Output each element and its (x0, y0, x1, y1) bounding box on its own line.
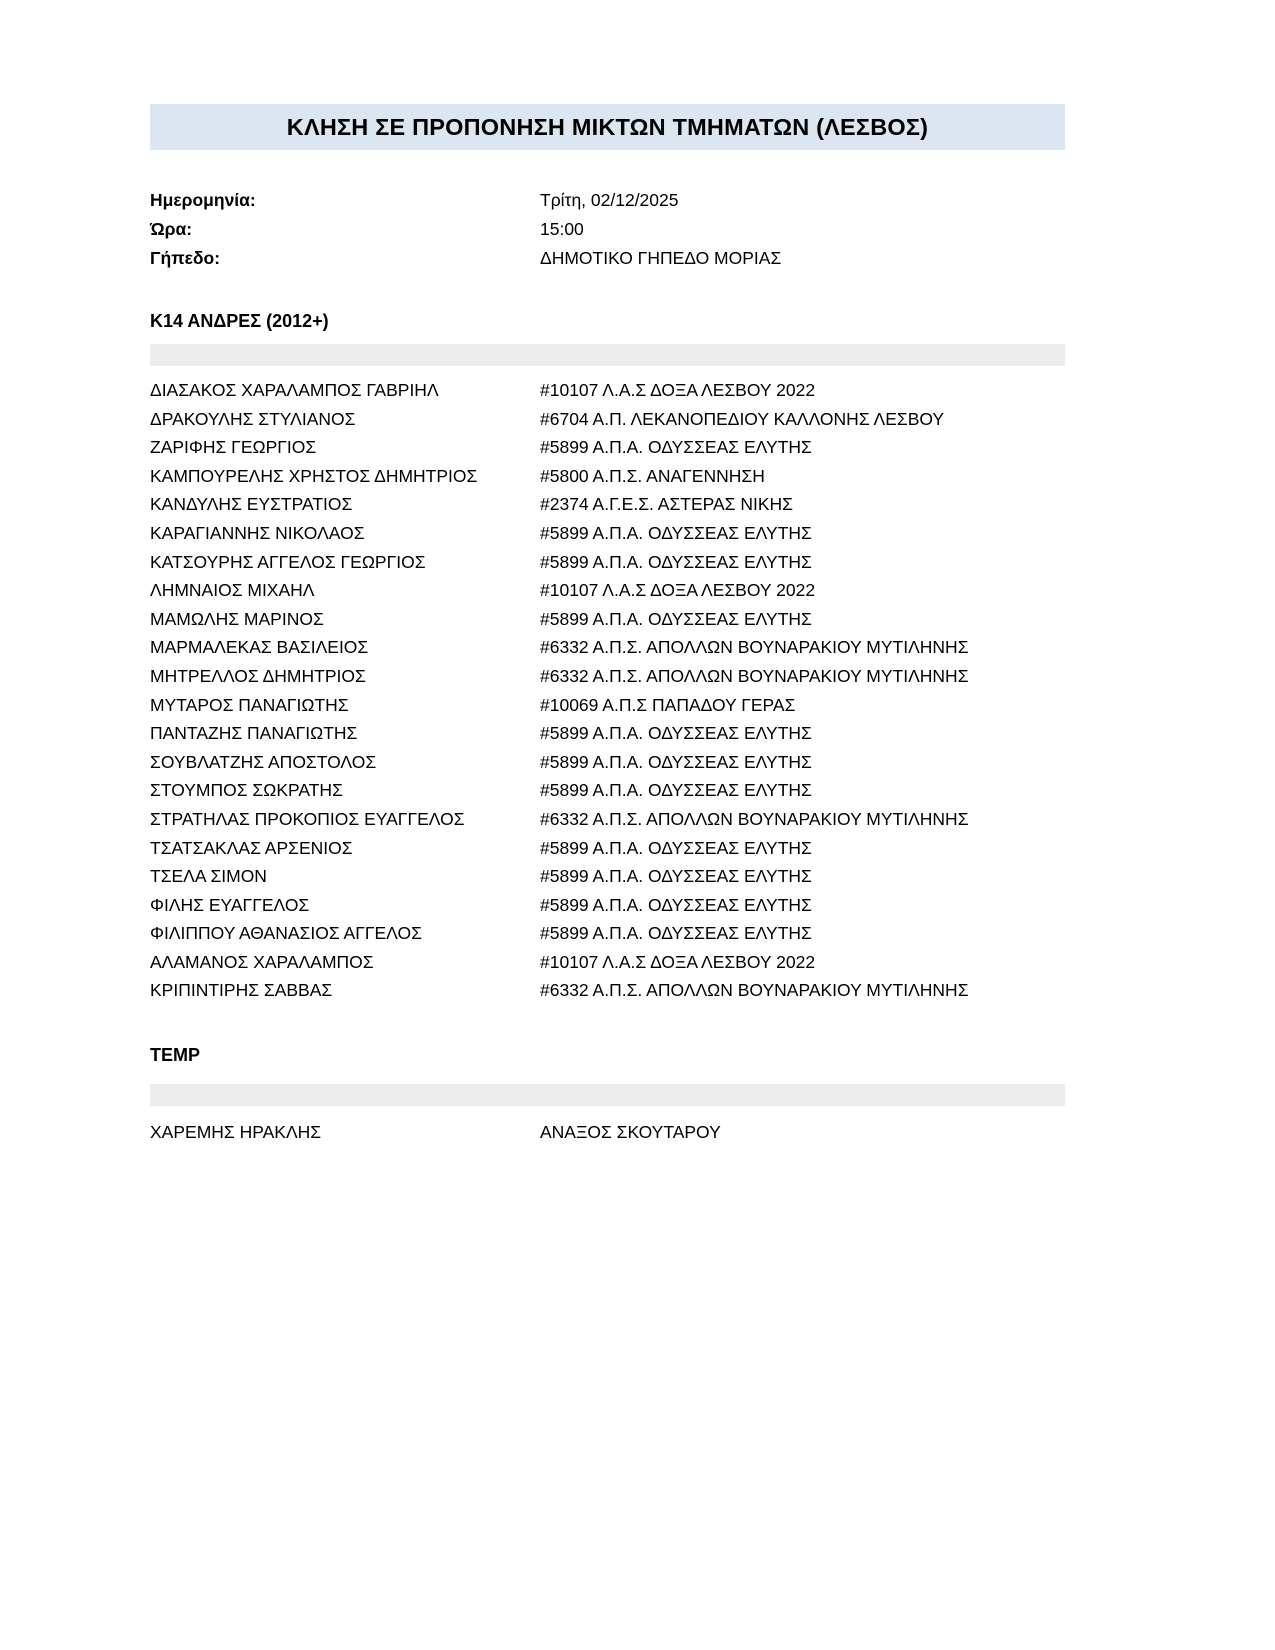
player-name: ΔΡΑΚΟΥΛΗΣ ΣΤΥΛΙΑΝΟΣ (150, 408, 356, 429)
player-name: ΣΟΥΒΛΑΤΖΗΣ ΑΠΟΣΤΟΛΟΣ (150, 751, 377, 772)
meta-row-time (150, 219, 1065, 248)
section-header-band (150, 344, 1065, 366)
player-club: #5899 Α.Π.Α. ΟΔΥΣΣΕΑΣ ΕΛΥΤΗΣ (540, 780, 812, 801)
player-club: #6704 Α.Π. ΛΕΚΑΝΟΠΕΔΙΟΥ ΚΑΛΛΟΝΗΣ ΛΕΣΒΟΥ (540, 408, 945, 429)
player-club: #10107 Λ.Α.Σ ΔΟΞΑ ΛΕΣΒΟΥ 2022 (540, 580, 816, 601)
temp-header-band (150, 1084, 1065, 1106)
player-name: ΚΑΝΔΥΛΗΣ ΕΥΣΤΡΑΤΙΟΣ (150, 494, 353, 515)
player-club: #10107 Λ.Α.Σ ΔΟΞΑ ΛΕΣΒΟΥ 2022 (540, 951, 816, 972)
player-name: ΣΤΟΥΜΠΟΣ ΣΩΚΡΑΤΗΣ (150, 780, 343, 801)
table-row (150, 952, 1065, 981)
meta-label-venue: Γήπεδο: (150, 248, 221, 268)
section-title-k14: Κ14 ΑΝΔΡΕΣ (2012+) (150, 311, 329, 331)
table-row (150, 523, 1065, 552)
table-row (150, 838, 1065, 867)
table-row (150, 895, 1065, 924)
table-row (150, 552, 1065, 581)
player-name: ΤΣΑΤΣΑΚΛΑΣ ΑΡΣΕΝΙΟΣ (150, 837, 353, 858)
table-row (150, 494, 1065, 523)
table-row (150, 980, 1065, 1009)
table-row (150, 466, 1065, 495)
table-row (150, 609, 1065, 638)
player-name: ΚΡΙΠΙΝΤΙΡΗΣ ΣΑΒΒΑΣ (150, 980, 333, 1001)
player-name: ΚΑΤΣΟΥΡΗΣ ΑΓΓΕΛΟΣ ΓΕΩΡΓΙΟΣ (150, 551, 426, 572)
table-row (150, 723, 1065, 752)
player-club: #2374 Α.Γ.Ε.Σ. ΑΣΤΕΡΑΣ ΝΙΚΗΣ (540, 494, 793, 515)
player-club: #6332 Α.Π.Σ. ΑΠΟΛΛΩΝ ΒΟΥΝΑΡΑΚΙΟΥ ΜΥΤΙΛΗΝΗΣ (540, 637, 969, 658)
player-club: #10107 Λ.Α.Σ ΔΟΞΑ ΛΕΣΒΟΥ 2022 (540, 380, 816, 400)
temp-list (150, 1122, 1065, 1151)
table-row (150, 866, 1065, 895)
table-row (150, 409, 1065, 438)
player-name: ΚΑΜΠΟΥΡΕΛΗΣ ΧΡΗΣΤΟΣ ΔΗΜΗΤΡΙΟΣ (150, 465, 478, 486)
document-title-bar (150, 104, 1065, 150)
player-club: #5899 Α.Π.Α. ΟΔΥΣΣΕΑΣ ΕΛΥΤΗΣ (540, 723, 812, 744)
roster-list (150, 380, 1065, 1009)
player-club: #5899 Α.Π.Α. ΟΔΥΣΣΕΑΣ ΕΛΥΤΗΣ (540, 866, 812, 887)
table-row (150, 923, 1065, 952)
table-row (150, 695, 1065, 724)
player-name: ΦΙΛΗΣ ΕΥΑΓΓΕΛΟΣ (150, 894, 310, 915)
player-name: ΚΑΡΑΓΙΑΝΝΗΣ ΝΙΚΟΛΑΟΣ (150, 522, 365, 543)
meta-label-time: Ώρα: (150, 219, 193, 239)
player-club: #6332 Α.Π.Σ. ΑΠΟΛΛΩΝ ΒΟΥΝΑΡΑΚΙΟΥ ΜΥΤΙΛΗΝΗΣ (540, 980, 969, 1001)
meta-value-venue: ΔΗΜΟΤΙΚΟ ΓΗΠΕΔΟ ΜΟΡΙΑΣ (540, 248, 782, 268)
player-club: #5800 Α.Π.Σ. ΑΝΑΓΕΝΝΗΣΗ (540, 465, 765, 486)
meta-block (150, 190, 1065, 277)
player-club: #5899 Α.Π.Α. ΟΔΥΣΣΕΑΣ ΕΛΥΤΗΣ (540, 522, 812, 543)
player-club: #5899 Α.Π.Α. ΟΔΥΣΣΕΑΣ ΕΛΥΤΗΣ (540, 608, 812, 629)
player-club: #5899 Α.Π.Α. ΟΔΥΣΣΕΑΣ ΕΛΥΤΗΣ (540, 837, 812, 858)
player-name: ΜΑΡΜΑΛΕΚΑΣ ΒΑΣΙΛΕΙΟΣ (150, 637, 369, 658)
table-row (150, 666, 1065, 695)
player-club: #5899 Α.Π.Α. ΟΔΥΣΣΕΑΣ ΕΛΥΤΗΣ (540, 894, 812, 915)
player-name: ΤΣΕΛΑ ΣΙΜΟΝ (150, 866, 267, 887)
player-club: #6332 Α.Π.Σ. ΑΠΟΛΛΩΝ ΒΟΥΝΑΡΑΚΙΟΥ ΜΥΤΙΛΗΝΗΣ (540, 665, 969, 686)
player-name: ΣΤΡΑΤΗΛΑΣ ΠΡΟΚΟΠΙΟΣ ΕΥΑΓΓΕΛΟΣ (150, 808, 465, 829)
player-name: ΜΑΜΩΛΗΣ ΜΑΡΙΝΟΣ (150, 608, 324, 629)
player-name: ΔΙΑΣΑΚΟΣ ΧΑΡΑΛΑΜΠΟΣ ΓΑΒΡΙΗΛ (150, 380, 439, 400)
player-name: ΦΙΛΙΠΠΟΥ ΑΘΑΝΑΣΙΟΣ ΑΓΓΕΛΟΣ (150, 923, 422, 944)
table-row (150, 752, 1065, 781)
player-name: ΜΗΤΡΕΛΛΟΣ ΔΗΜΗΤΡΙΟΣ (150, 665, 366, 686)
player-club: #5899 Α.Π.Α. ΟΔΥΣΣΕΑΣ ΕΛΥΤΗΣ (540, 437, 812, 458)
table-row (150, 380, 1065, 409)
player-club: #5899 Α.Π.Α. ΟΔΥΣΣΕΑΣ ΕΛΥΤΗΣ (540, 551, 812, 572)
document-content (150, 104, 1065, 1151)
player-name: ΧΑΡΕΜΗΣ ΗΡΑΚΛΗΣ (150, 1122, 322, 1143)
player-name: ΖΑΡΙΦΗΣ ΓΕΩΡΓΙΟΣ (150, 437, 317, 458)
table-row (150, 580, 1065, 609)
table-row (150, 1122, 1065, 1151)
player-club: ΑΝΑΞΟΣ ΣΚΟΥΤΑΡΟΥ (540, 1122, 721, 1143)
table-row (150, 637, 1065, 666)
player-club: #6332 Α.Π.Σ. ΑΠΟΛΛΩΝ ΒΟΥΝΑΡΑΚΙΟΥ ΜΥΤΙΛΗΝΗΣ (540, 808, 969, 829)
player-club: #5899 Α.Π.Α. ΟΔΥΣΣΕΑΣ ΕΛΥΤΗΣ (540, 923, 812, 944)
meta-row-venue (150, 248, 1065, 277)
player-club: #10069 Α.Π.Σ ΠΑΠΑΔΟΥ ΓΕΡΑΣ (540, 694, 796, 715)
meta-label-date: Ημερομηνία: (150, 190, 256, 210)
player-name: ΜΥΤΑΡΟΣ ΠΑΝΑΓΙΩΤΗΣ (150, 694, 349, 715)
page-title: ΚΛΗΣΗ ΣΕ ΠΡΟΠΟΝΗΣΗ ΜΙΚΤΩΝ ΤΜΗΜΑΤΩΝ (ΛΕΣΒΟΣ) (286, 113, 929, 140)
table-row (150, 437, 1065, 466)
table-row (150, 809, 1065, 838)
player-name: ΛΗΜΝΑΙΟΣ ΜΙΧΑΗΛ (150, 580, 315, 601)
section-title-temp: TEMP (150, 1045, 201, 1066)
meta-row-date (150, 190, 1065, 219)
player-name: ΠΑΝΤΑΖΗΣ ΠΑΝΑΓΙΩΤΗΣ (150, 723, 358, 744)
table-row (150, 780, 1065, 809)
meta-value-date: Τρίτη, 02/12/2025 (540, 190, 679, 210)
player-name: ΑΛΑΜΑΝΟΣ ΧΑΡΑΛΑΜΠΟΣ (150, 951, 374, 972)
player-club: #5899 Α.Π.Α. ΟΔΥΣΣΕΑΣ ΕΛΥΤΗΣ (540, 751, 812, 772)
meta-value-time: 15:00 (540, 219, 584, 239)
